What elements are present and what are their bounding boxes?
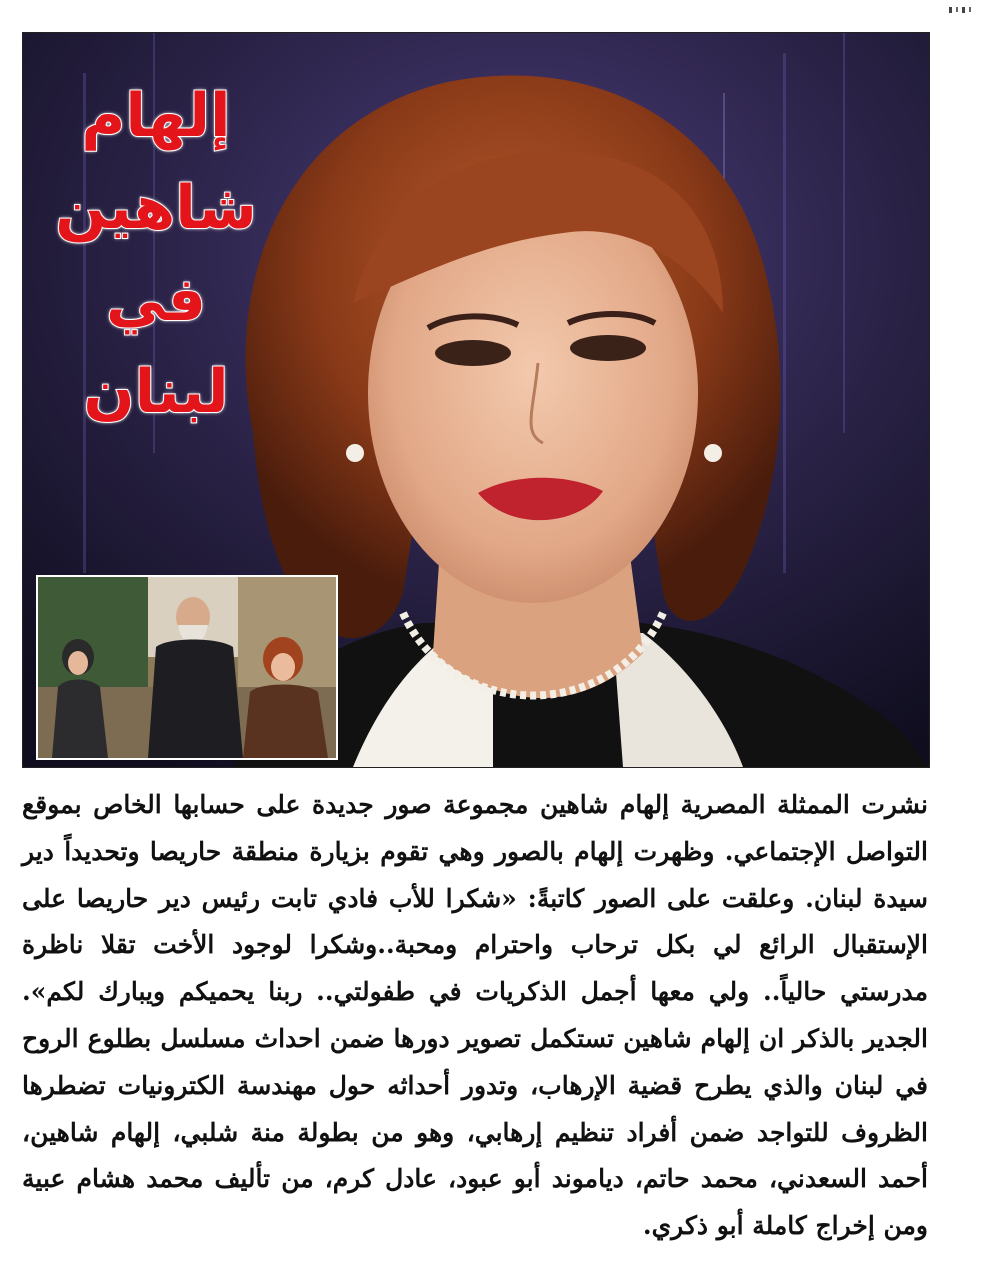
- headline: [36, 70, 276, 438]
- article-body: [22, 782, 928, 1250]
- article-paragraph: نشرت الممثلة المصرية إلهام شاهين مجموعة صور جديدة على حسابها الخاص بموقع التواصل الإجتماعي. وظهرت إلهام بالصور وهي تقوم بزيارة منطقة حاريصا وتحديداً دير سيدة لبنان. وعلقت على الصور كاتبةً: «شكرا للأب فادي تابت رئيس دير حاريصا على الإستقبال الرائع لي بكل ترحاب واحترام ومحبة..وشكرا لوجود الأخت تقلا ناظرة مدرستي حالياً.. ولي معها أجمل الذكريات في طفولتي.. ربنا يحميكم ويبارك لكم». الجدير بالذكر ان إلهام شاهين تستكمل تصوير دورها ضمن احداث مسلسل بطلوع الروح في لبنان والذي يطرح قضية الإرهاب، وتدور أحداثه حول مهندسة الكترونيات تضطرها الظروف للتواجد ضمن أفراد تنظيم إرهابي، وهو من بطولة منة شلبي، إلهام شاهين، أحمد السعدني، محمد حاتم، دياموند أبو عبود، عادل كرم، من تأليف محمد هشام عبية ومن إخراج كاملة أبو ذكري.: [22, 790, 928, 1241]
- headline-line-2: شاهين: [55, 173, 257, 243]
- inset-photo: [36, 575, 338, 760]
- headline-line-1: إلهام: [81, 81, 231, 151]
- page-edge-marks: [947, 0, 977, 8]
- headline-line-3: في لبنان: [83, 265, 229, 427]
- group-photo-icon: [38, 577, 336, 758]
